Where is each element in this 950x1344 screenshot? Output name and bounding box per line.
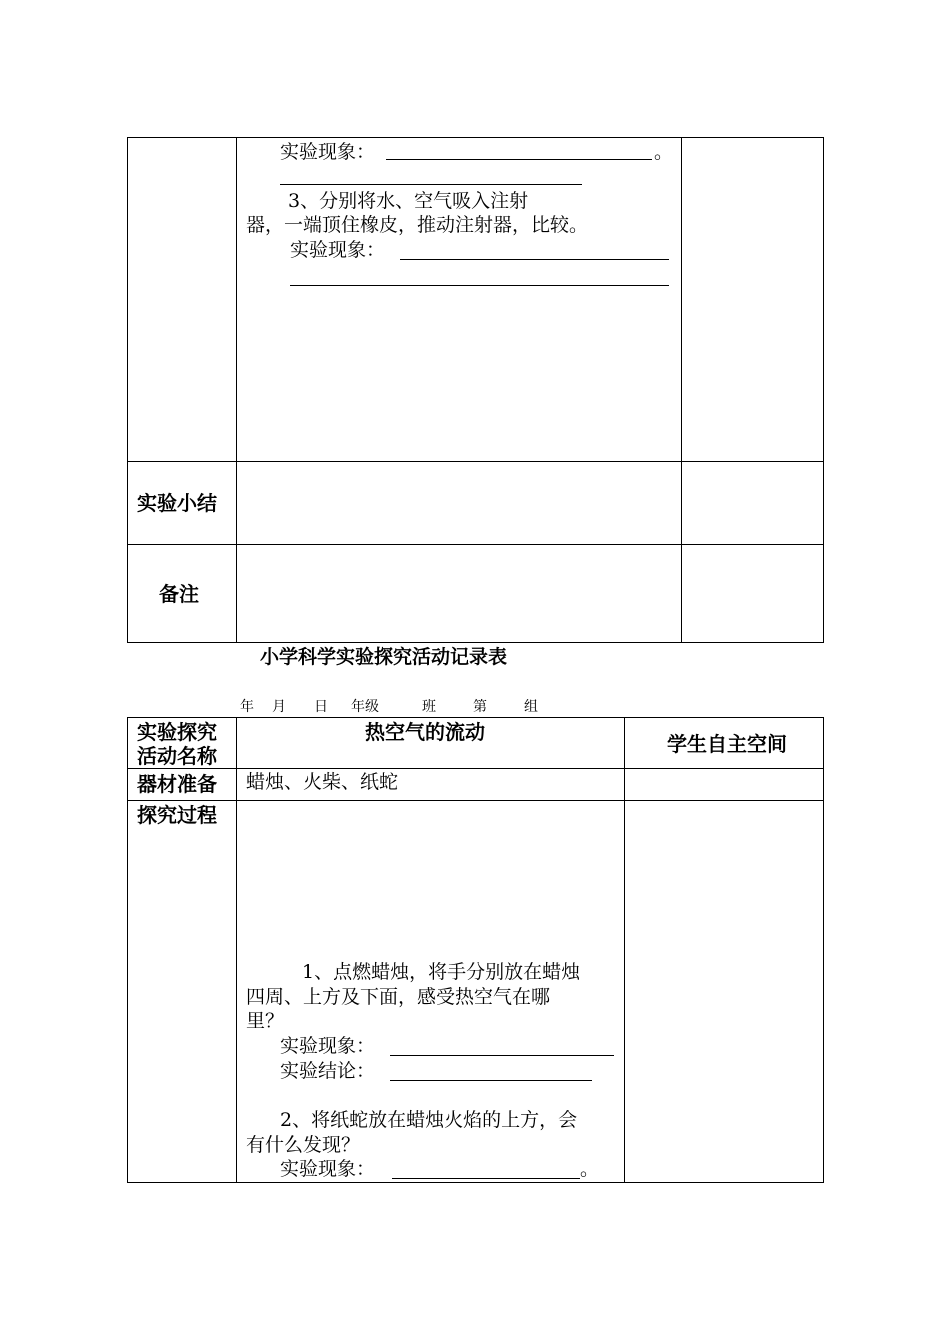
table1-border-bottom	[127, 642, 824, 643]
period-mark: 。	[580, 1158, 600, 1180]
step3-line2: 器，一端顶住橡皮，推动注射器，比较。	[246, 214, 589, 236]
date-month: 月	[272, 699, 286, 715]
date-year: 年	[240, 699, 254, 715]
table2-col-divider	[236, 717, 237, 1183]
phenomenon-label: 实验现象：	[280, 141, 376, 163]
table2-row-divider	[127, 800, 824, 801]
answer-line	[400, 259, 669, 260]
form-title: 小学科学实验探究活动记录表	[260, 646, 508, 668]
phenomenon-label: 实验现象：	[290, 239, 386, 261]
step1-line3: 里？	[246, 1010, 285, 1032]
date-group: 组	[524, 699, 538, 715]
materials-value: 蜡烛、火柴、纸蛇	[246, 771, 399, 793]
date-grade: 年级	[351, 699, 379, 715]
materials-label: 器材准备	[137, 772, 217, 796]
step1-line1: 1、点燃蜡烛，将手分别放在蜡烛	[302, 961, 581, 983]
answer-line	[290, 285, 669, 286]
table2-col-divider	[624, 717, 625, 1183]
summary-label: 实验小结	[137, 491, 217, 515]
answer-line	[386, 159, 652, 160]
activity-name-label: 活动名称	[137, 744, 217, 768]
table1-border-top	[127, 137, 824, 138]
table2-row-divider	[127, 768, 824, 769]
period-mark: 。	[654, 141, 674, 163]
notes-label: 备注	[159, 582, 199, 606]
step2-line1: 2、将纸蛇放在蜡烛火焰的上方，会	[280, 1109, 578, 1131]
table1-border-right	[823, 137, 824, 643]
activity-name-label: 实验探究	[137, 720, 217, 744]
answer-line	[392, 1178, 580, 1179]
table1-row-divider	[127, 544, 824, 545]
table1-col-divider	[681, 137, 682, 643]
student-space-label: 学生自主空间	[667, 732, 787, 756]
phenomenon-label: 实验现象：	[280, 1035, 376, 1057]
table2-border-top	[127, 717, 824, 718]
table2-border-bottom	[127, 1182, 824, 1183]
process-label: 探究过程	[137, 803, 217, 827]
activity-name: 热空气的流动	[365, 720, 485, 744]
table2-border-left	[127, 717, 128, 1183]
step3-line1: 3、分别将水、空气吸入注射	[288, 190, 529, 212]
step1-line2: 四周、上方及下面，感受热空气在哪	[246, 986, 551, 1008]
table1-col-divider	[236, 137, 237, 643]
date-day: 日	[314, 699, 328, 715]
phenomenon-label: 实验现象：	[280, 1158, 376, 1180]
table1-row-divider	[127, 461, 824, 462]
table1-border-left	[127, 137, 128, 643]
conclusion-label: 实验结论：	[280, 1060, 376, 1082]
table2-border-right	[823, 717, 824, 1183]
answer-line	[390, 1055, 614, 1056]
date-di: 第	[473, 699, 487, 715]
step2-line2: 有什么发现？	[246, 1134, 361, 1156]
answer-line	[390, 1080, 592, 1081]
answer-line	[280, 184, 582, 185]
date-class: 班	[422, 699, 436, 715]
